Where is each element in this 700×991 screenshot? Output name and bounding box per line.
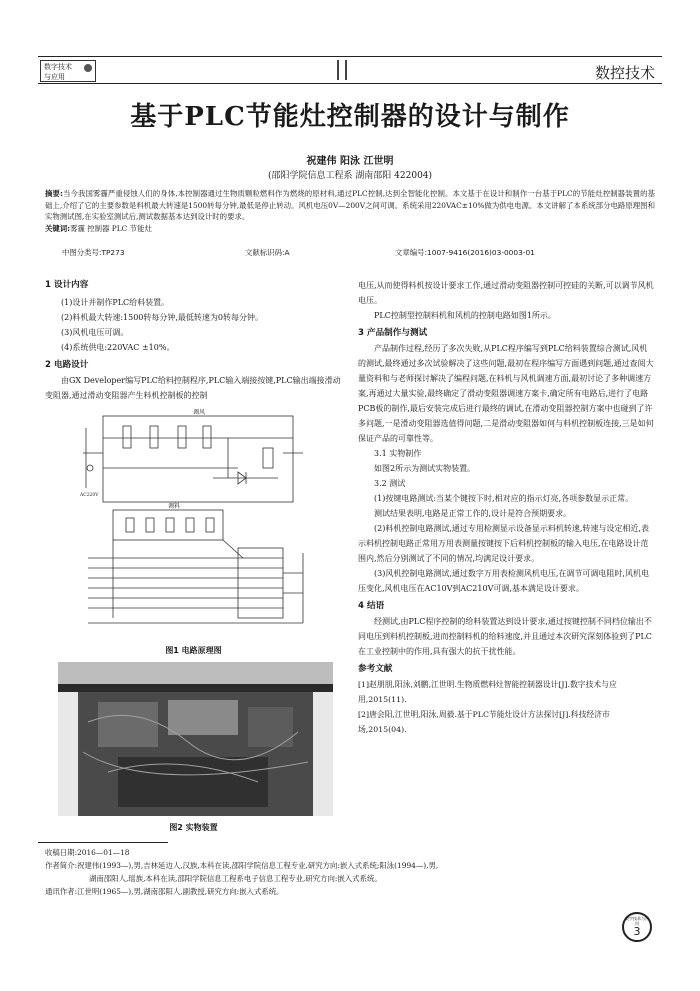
doc-code: 文献标识码:A (245, 248, 290, 257)
paragraph: (2)料机控制电路测试,通过专用检测显示设备显示料机转速,转速与设定相近,表示料机控制电路正常用万用表测量按键按下后料机控制板的输入电压,在电路设计范围内,然后分别测试了不同的情况,均满足设计要求。 (358, 524, 649, 563)
section-4-title: 4 结语 (358, 601, 385, 611)
paragraph: PLC控制型控制料机和风机的控制电路如图1所示。 (374, 311, 556, 320)
article-number: 文章编号:1007-9416(2016)03-0003-01 (395, 248, 535, 257)
clc-number: 中图分类号:TP273 (62, 248, 125, 257)
keywords: 雾霾 控制器 PLC 节能灶 (70, 223, 152, 233)
author-bio: 作者简介:祝建伟(1993—),男,吉林延边人,汉族,本科在读,邵阳学院信息工程专业,研究方向:嵌入式系统;阳泳(1994—),男, (45, 861, 439, 870)
reference-item: [2]唐会阳,江世明,阳泳,周毅.基于PLC节能灶设计方法探讨[J].科技经济市场,2015(04). (358, 710, 610, 734)
section-2-title: 2 电路设计 (45, 360, 89, 370)
section-tag: 数控技术 (594, 64, 655, 82)
section-1-title: 1 设计内容 (45, 280, 89, 290)
corresponding-author: 通讯作者:江世明(1965—),男,湖南邵阳人,副教授,研究方向:嵌入式系统。 (45, 887, 284, 896)
footer-rule (38, 842, 168, 843)
author-bio-cont: 湖南邵阳人,瑶族,本科在读,邵阳学院信息工程系电子信息工程专业,研究方向:嵌入式系统。 (89, 874, 382, 883)
paragraph: 测试结果表明,电路是正常工作的,设计是符合预期要求。 (374, 509, 572, 518)
abstract (45, 188, 655, 234)
received-date: 收稿日期:2016—01—18 (45, 848, 130, 857)
reference-item: [1]赵朋朋,阳泳,刘鹏,江世明.生物质燃料灶智能控制器设计[J].数字技术与应用,2015(11). (358, 680, 617, 704)
logo-line-2: 与应用 (44, 73, 65, 81)
references-title: 参考文献 (358, 664, 393, 674)
header-rule-bottom (38, 83, 662, 84)
device-photo (58, 662, 333, 816)
abstract-text: 当今我国雾霾严重侵蚀人们的身体,本控制器通过生物质颗粒燃料作为燃烧的原材料,通过PLC控制,达到全智能化控制。本文基于在设计和制作一台基于PLC的节能灶控制器装置的基础上,介绍了它的主要参数是料机最大转速是1500转每分钟,最低是停止转动。风机电压0V—200V之间可调。系统采用220VAC±10%做为供电电源。本文讲解了本系统部分电路原理图和实物测试图,在实验室测试后,测试数据基本达到设计时的要求。 (45, 189, 655, 221)
paragraph: 如图2所示为测试实物装置。 (374, 464, 476, 473)
affiliation: (邵阳学院信息工程系 湖南邵阳 422004) (267, 171, 433, 181)
paragraph: 产品制作过程,经历了多次失败,从PLC程序编写到PLC给料装置综合测试,风机的测试,最终通过多次试验解决了这些问题,最初在程序编写方面遇到问题,通过查阅大量资料和与老师探讨解决了编程问题,在料机与风机调速方面,最初讨论了多种调速方案,再通过大量实验,最终确定了滑动变阻器调速方案卡,确定所有电路后,进行了电路PCB板的制作,最后安装完成后进行最终的调试,在滑动变阻器控制方案中也碰到了许多问题,一是滑动变阻器选值得问题,二是滑动变阻器如何与料机控制板连接,三是如何保证产品的可靠性等。 (358, 344, 654, 443)
paragraph: 电压,从而使得料机按设计要求工作,通过滑动变阻器控制可控硅的关断,可以调节风机电压。 (358, 281, 654, 305)
page-number-badge (622, 912, 652, 942)
abstract-label: 摘要: (45, 189, 63, 198)
header-bar (345, 60, 347, 80)
figure-1-caption: 图1 电路原理图 (165, 646, 222, 655)
subsection-3-2: 3.2 测试 (374, 479, 406, 488)
logo-line-1: 数字技术 (44, 63, 72, 71)
paragraph: (1)按键电路测试:当某个键按下时,相对应的指示灯亮,各项参数显示正常。 (374, 494, 634, 503)
right-column (358, 278, 655, 737)
paragraph: 经测试,由PLC程序控制的给料装置达到设计要求,通过按键控制不同档位输出不同电压到料机控制板,进而控制料机的给料速度,并且通过本次研究深刻体验到了PLC在工业控制中的作用,具有强大的抗干扰性能。 (358, 617, 652, 656)
section-3-title: 3 产品制作与测试 (358, 328, 428, 338)
label-feeder: 调料 (168, 503, 181, 510)
label-fan: 调风 (193, 409, 206, 416)
journal-logo (40, 60, 96, 82)
list-item: (1)设计并制作PLC给料装置。 (61, 298, 170, 307)
keywords-label: 关键词: (45, 223, 71, 233)
list-item: (3)风机电压可调。 (61, 328, 129, 337)
paragraph: (3)风机控制电路测试,通过数字万用表检测风机电压,在调节可调电阻时,风机电压变化,风机电压在AC10V到AC210V可调,基本满足设计要求。 (358, 569, 649, 593)
header-rule-top (38, 56, 662, 57)
page-number: 3 (633, 925, 641, 938)
circuit-diagram (78, 408, 310, 634)
label-power: AC220V (80, 493, 99, 498)
list-item: (2)料机最大转速:1500转每分钟,最低转速为0转每分钟。 (61, 313, 264, 322)
left-column (45, 278, 342, 403)
page-badge-ring-text: 数字技术与应用 (625, 916, 649, 926)
paper-title: 基于PLC节能灶控制器的设计与制作 (130, 102, 570, 132)
list-item: (4)系统供电:220VAC ±10%。 (61, 343, 175, 352)
header-bar (337, 60, 339, 80)
subsection-3-1: 3.1 实物制作 (374, 449, 422, 458)
authors: 祝建伟 阳泳 江世明 (306, 156, 394, 167)
section-2-text: 由GX Developer编写PLC给料控制程序,PLC输入端接按键,PLC输出端接滑动变阻器,通过滑动变阻器产生料机控制板的控制 (45, 376, 341, 400)
logo-dot-icon (84, 64, 92, 72)
figure-2-caption: 图2 实物装置 (169, 823, 218, 832)
footer-notes (45, 846, 655, 898)
